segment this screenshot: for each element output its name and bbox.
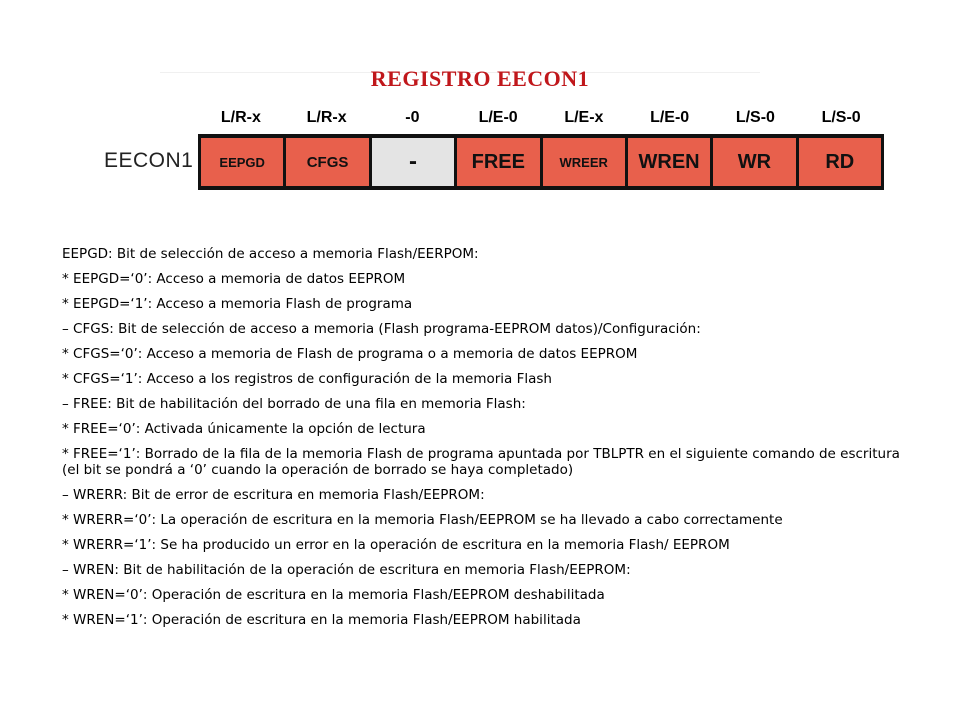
access-bit-6: L/R-x (306, 109, 347, 126)
text-line: – WREN: Bit de habilitación de la operación de escritura en memoria Flash/EEPROM: (62, 562, 631, 578)
bit-wr: WR (713, 138, 795, 186)
access-bit-3: L/E-x (564, 109, 604, 126)
description-text (62, 246, 912, 637)
bit-wreer: WREER (543, 138, 625, 186)
access-bit-4: L/E-0 (478, 109, 518, 126)
text-line: * WREN=‘0’: Operación de escritura en la memoria Flash/EEPROM deshabilitada (62, 587, 605, 603)
text-line: * WRERR=‘0’: La operación de escritura en la memoria Flash/EEPROM se ha llevado a cabo correctamente (62, 512, 783, 528)
register-name: EECON1 (104, 149, 194, 172)
text-line: EEPGD: Bit de selección de acceso a memoria Flash/EERPOM: (62, 246, 479, 262)
bit-rd: RD (799, 138, 881, 186)
bit-unused: - (372, 138, 454, 186)
access-bit-0: L/S-0 (821, 109, 861, 126)
text-line: * WRERR=‘1’: Se ha producido un error en la operación de escritura en la memoria Flash/ EEPROM (62, 537, 730, 553)
bit-free: FREE (457, 138, 539, 186)
bit-eepgd: EEPGD (201, 138, 283, 186)
text-line: * WREN=‘1’: Operación de escritura en la memoria Flash/EEPROM habilitada (62, 612, 581, 628)
text-line: – CFGS: Bit de selección de acceso a memoria (Flash programa-EEPROM datos)/Configuración: (62, 321, 701, 337)
text-line: * CFGS=‘0’: Acceso a memoria de Flash de programa o a memoria de datos EEPROM (62, 346, 638, 362)
access-bit-2: L/E-0 (650, 109, 690, 126)
text-line: * EEPGD=‘1’: Acceso a memoria Flash de programa (62, 296, 413, 312)
bit-cfgs: CFGS (286, 138, 368, 186)
text-line: * FREE=‘0’: Activada únicamente la opción de lectura (62, 421, 426, 437)
text-line: * FREE=‘1’: Borrado de la fila de la memoria Flash de programa apuntada por TBLPTR en el siguiente comando de escritura (el bit se pondrá a ‘0’ cuando la operación de borrado se haya completado) (62, 446, 900, 478)
text-line: * EEPGD=‘0’: Acceso a memoria de datos EEPROM (62, 271, 406, 287)
access-bit-1: L/S-0 (735, 109, 775, 126)
access-row (198, 106, 884, 130)
text-line: – FREE: Bit de habilitación del borrado de una fila en memoria Flash: (62, 396, 526, 412)
bit-wren: WREN (628, 138, 710, 186)
text-line: – WRERR: Bit de error de escritura en memoria Flash/EEPROM: (62, 487, 485, 503)
page-title: REGISTRO EECON1 (370, 66, 590, 91)
register-diagram (198, 134, 884, 190)
text-line: * CFGS=‘1’: Acceso a los registros de configuración de la memoria Flash (62, 371, 552, 387)
access-bit-7: L/R-x (220, 109, 261, 126)
access-bit-5: -0 (405, 109, 420, 126)
